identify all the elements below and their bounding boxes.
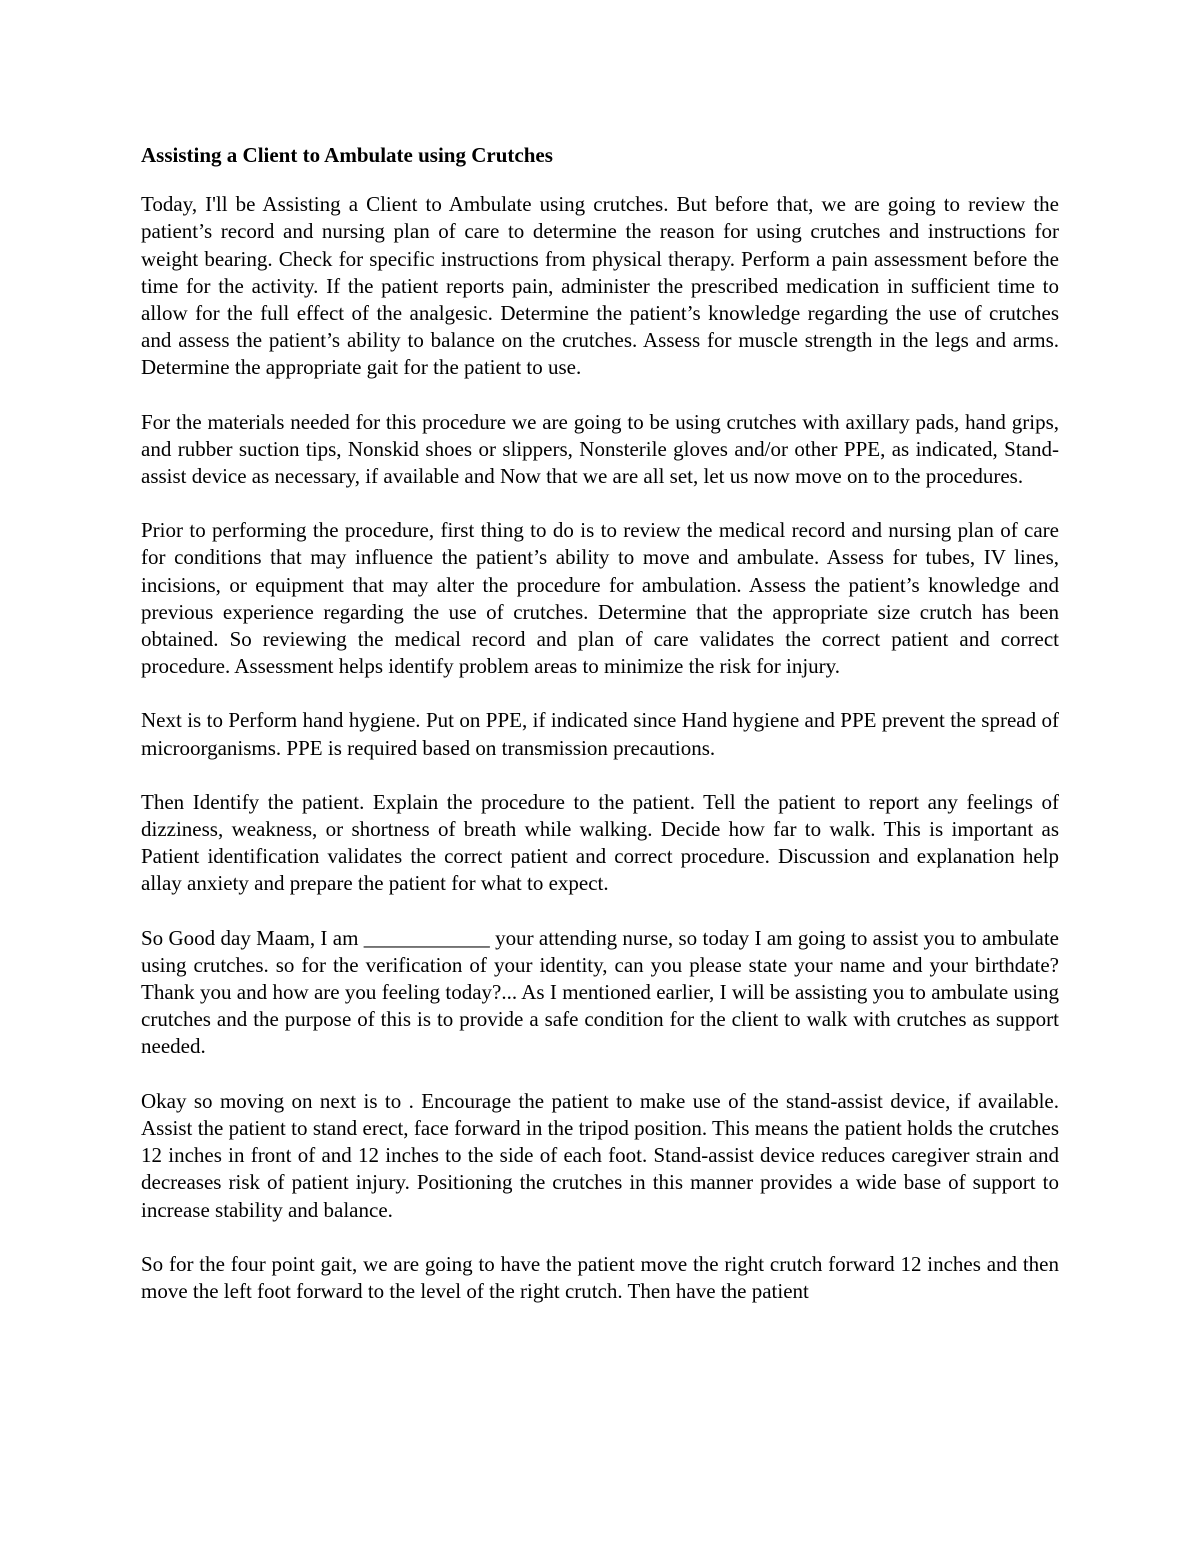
paragraph-four-point-gait: So for the four point gait, we are going to have the patient move the right crutch forward 12 inches and then move the left foot forward to the level of the right crutch. Then have the patient [141, 1251, 1059, 1303]
paragraph-materials: For the materials needed for this procedure we are going to be using crutches with axillary pads, hand grips, and rubber suction tips, Nonskid shoes or slippers, Nonsterile gloves and/or other PPE, as indicated, Stand-assist device as necessary, if available and Now that we are all set, let us now move on to the procedures. [141, 409, 1059, 489]
document-title: Assisting a Client to Ambulate using Crutches [141, 143, 553, 167]
paragraph-intro: Today, I'll be Assisting a Client to Ambulate using crutches. But before that, we are going to review the patient’s record and nursing plan of care to determine the reason for using crutches and instructions for weight bearing. Check for specific instructions from physical therapy. Perform a pain assessment before the time for the activity. If the patient reports pain, administer the prescribed medication in sufficient time to allow for the full effect of the analgesic. Determine the patient’s knowledge regarding the use of crutches and assess the patient’s ability to balance on the crutches. Assess for muscle strength in the legs and arms. Determine the appropriate gait for the patient to use. [141, 192, 1059, 380]
paragraph-tripod-position: Okay so moving on next is to . Encourage the patient to make use of the stand-assist device, if available. Assist the patient to stand erect, face forward in the tripod position. This means the patient holds the crutches 12 inches in front of and 12 inches to the side of each foot. Stand-assist device reduces caregiver strain and decreases risk of patient injury. Positioning the crutches in this manner provides a wide base of support to increase stability and balance. [141, 1088, 1059, 1222]
paragraph-prior-procedure: Prior to performing the procedure, first thing to do is to review the medical record and nursing plan of care for conditions that may influence the patient’s ability to move and ambulate. Assess for tubes, IV lines, incisions, or equipment that may alter the procedure for ambulation. Assess the patient’s knowledge and previous experience regarding the use of crutches. Determine that the appropriate size crutch has been obtained. So reviewing the medical record and plan of care validates the correct patient and correct procedure. Assessment helps identify problem areas to minimize the risk for injury. [141, 518, 1059, 679]
paragraph-greeting-script: So Good day Maam, I am ____________ your attending nurse, so today I am going to assist you to ambulate using crutches. so for the verification of your identity, can you please state your name and your birthdate? Thank you and how are you feeling today?... As I mentioned earlier, I will be assisting you to ambulate using crutches and the purpose of this is to provide a safe condition for the client to walk with crutches as support needed. [141, 925, 1059, 1059]
paragraph-hand-hygiene: Next is to Perform hand hygiene. Put on PPE, if indicated since Hand hygiene and PPE prevent the spread of microorganisms. PPE is required based on transmission precautions. [141, 708, 1059, 760]
document-body [141, 142, 1059, 1305]
paragraph-identify-patient: Then Identify the patient. Explain the procedure to the patient. Tell the patient to report any feelings of dizziness, weakness, or shortness of breath while walking. Decide how far to walk. This is important as Patient identification validates the correct patient and correct procedure. Discussion and explanation help allay anxiety and prepare the patient for what to expect. [141, 789, 1059, 896]
